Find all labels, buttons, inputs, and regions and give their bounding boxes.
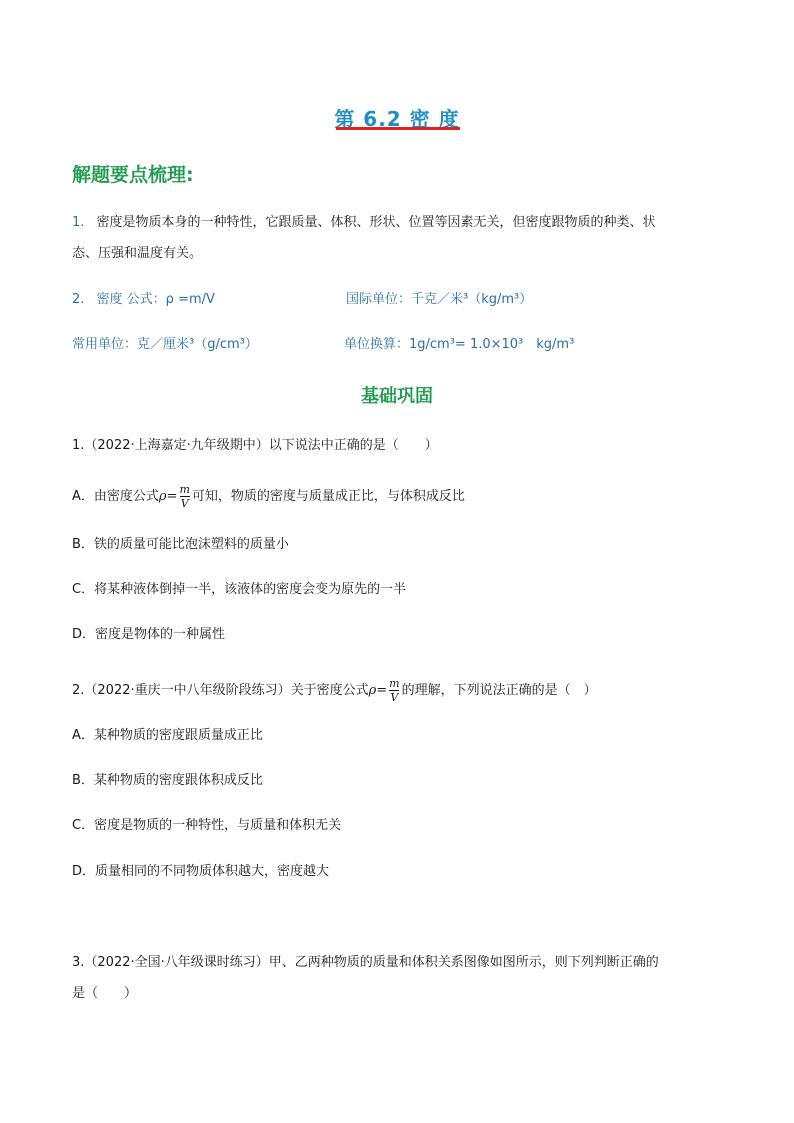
key-point-1-line-1 (72, 213, 656, 233)
question-2-option-b: B．某种物质的密度跟体积成反比 (72, 773, 263, 788)
question-1-option-a (72, 484, 465, 509)
key-point-1-text: 密度是物质本身的一种特性，它跟质量、体积、形状、位置等因素无关，但密度跟物质的种类、状 (96, 215, 656, 230)
question-1-option-d: D．密度是物体的一种属性 (72, 627, 226, 642)
fraction-numerator: m (389, 677, 400, 690)
question-2-option-a: A．某种物质的密度跟质量成正比 (72, 728, 263, 743)
key-point-1-line-2: 态、压强和温度有关。 (72, 246, 203, 261)
question-2-option-c: C．密度是物质的一种特性，与质量和体积无关 (72, 818, 342, 833)
mass-over-volume-fraction (389, 678, 399, 703)
question-1-option-b: B．铁的质量可能比泡沫塑料的质量小 (72, 537, 289, 552)
question-2-stem (72, 678, 597, 703)
option-a-suffix: 可知，物质的密度与质量成正比，与体积成反比 (191, 489, 465, 504)
fraction-numerator: m (179, 483, 190, 496)
title-underline (336, 127, 460, 130)
key-point-2-number: 2. (72, 292, 85, 307)
rho-symbol: ρ= (158, 489, 178, 504)
si-unit: 国际单位：千克／米³（kg/m³） (346, 292, 533, 307)
page-title: 第 6.2 密 度 (334, 107, 460, 131)
question-1-option-c: C．将某种液体倒掉一半，该液体的密度会变为原先的一半 (72, 582, 407, 597)
question-2-stem-prefix: 2.（2022·重庆一中八年级阶段练习）关于密度公式 (72, 683, 369, 698)
question-2-option-d: D．质量相同的不同物质体积越大，密度越大 (72, 864, 330, 879)
question-3-stem-line-1: 3.（2022·全国·八年级课时练习）甲、乙两种物质的质量和体积关系图像如图所示，则下列判断正确的 (72, 955, 659, 970)
question-1-stem: 1.（2022·上海嘉定·九年级期中）以下说法中正确的是（ ） (72, 438, 438, 453)
common-unit: 常用单位：克／厘米³（g/cm³） (72, 337, 258, 352)
question-3-stem-line-2: 是（ ） (72, 986, 138, 1001)
mass-over-volume-fraction (179, 484, 189, 509)
density-formula: 密度 公式：ρ =m/V (96, 292, 215, 307)
key-point-1-number: 1. (72, 215, 85, 230)
option-a-prefix: A．由密度公式 (72, 489, 159, 504)
unit-conversion: 单位换算：1g/cm³= 1.0×10³ kg/m³ (344, 337, 575, 352)
basics-heading: 基础巩固 (361, 386, 433, 407)
key-point-2-formula-line (72, 290, 215, 310)
rho-symbol: ρ= (368, 683, 388, 698)
fraction-denominator: V (390, 691, 399, 704)
fraction-denominator: V (180, 497, 189, 510)
question-2-stem-suffix: 的理解，下列说法正确的是（ ） (401, 683, 597, 698)
key-points-heading: 解题要点梳理: (72, 164, 194, 186)
